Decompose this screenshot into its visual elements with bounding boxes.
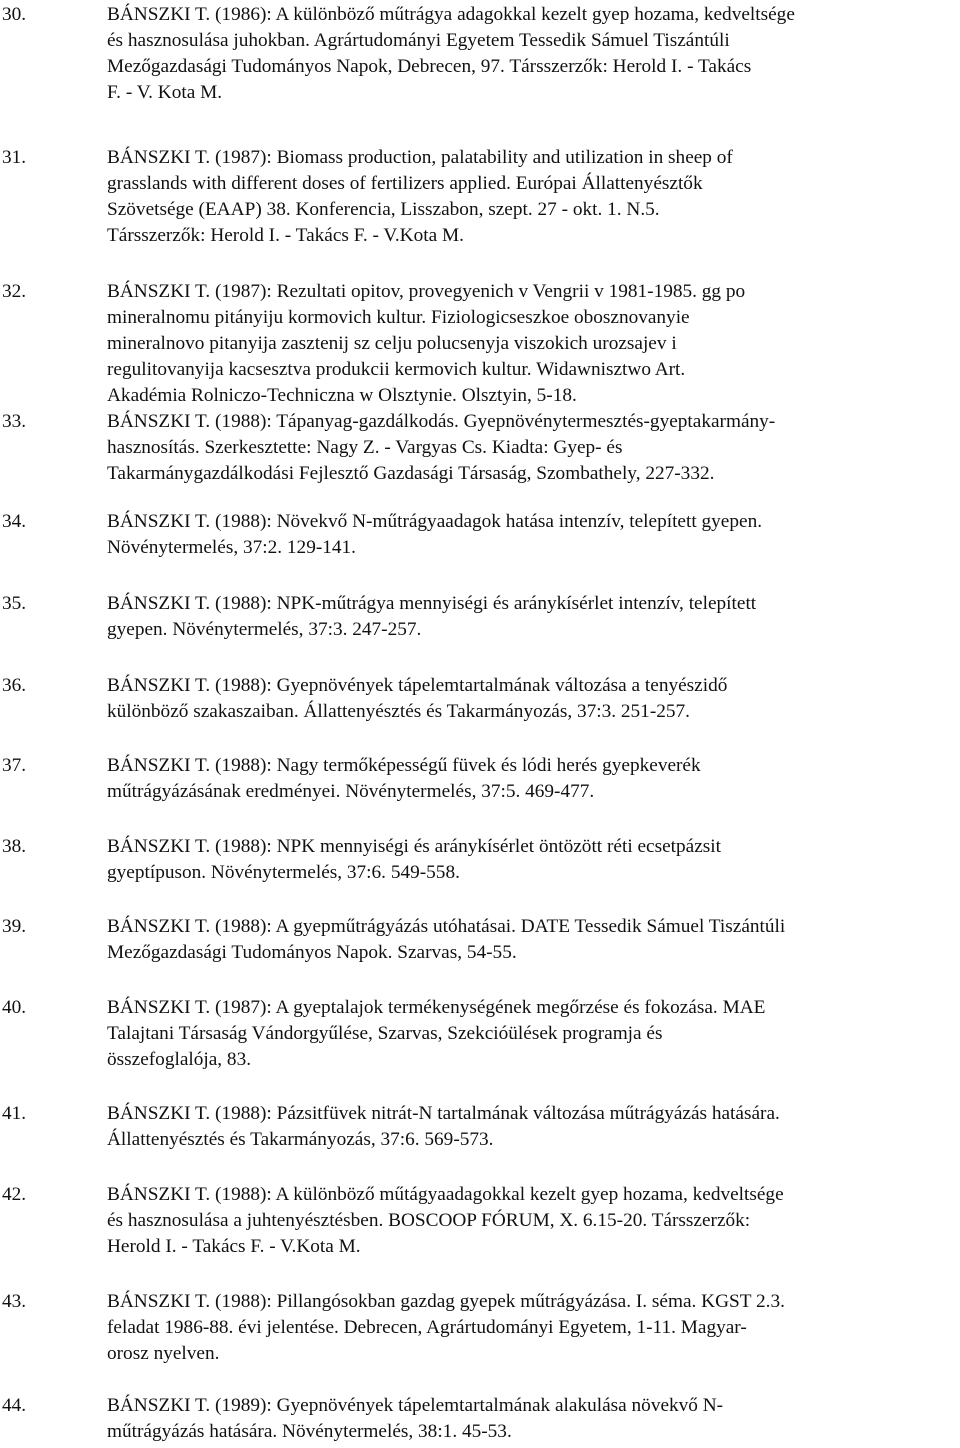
reference-text-line: BÁNSZKI T. (1988): Pillangósokban gazdag gyepek műtrágyázása. I. séma. KGST 2.3. — [107, 1291, 785, 1312]
reference-item-43 — [0, 1289, 950, 1367]
reference-number: 31. — [2, 147, 27, 168]
reference-text-line: BÁNSZKI T. (1988): Tápanyag-gazdálkodás. Gyepnövénytermesztés-gyeptakarmány- — [107, 411, 776, 432]
reference-text-line: BÁNSZKI T. (1987): A gyeptalajok termékenységének megőrzése és fokozása. MAE — [107, 997, 766, 1018]
reference-number: 33. — [2, 411, 27, 432]
reference-text-line: BÁNSZKI T. (1988): A különböző műtágyaadagokkal kezelt gyep hozama, kedveltsége — [107, 1184, 784, 1205]
reference-text-line: hasznosítás. Szerkesztette: Nagy Z. - Vargyas Cs. Kiadta: Gyep- és — [107, 437, 623, 458]
reference-text-line: műtrágyázásának eredményei. Növénytermelés, 37:5. 469-477. — [107, 781, 595, 802]
reference-text-line: mineralnovo pitanyija zasztenij sz celju polucsenyja viszokich urozsajev i — [107, 333, 677, 354]
reference-text-line: gyeptípuson. Növénytermelés, 37:6. 549-558. — [107, 862, 460, 883]
reference-item-41 — [0, 1101, 950, 1153]
reference-text-line: összefoglalója, 83. — [107, 1049, 252, 1070]
reference-text-line: Növénytermelés, 37:2. 129-141. — [107, 537, 356, 558]
reference-number: 34. — [2, 511, 27, 532]
reference-number: 37. — [2, 755, 27, 776]
reference-number: 39. — [2, 916, 27, 937]
reference-text-line: Szövetsége (EAAP) 38. Konferencia, Lisszabon, szept. 27 - okt. 1. N.5. — [107, 199, 660, 220]
reference-text-line: Mezőgazdasági Tudományos Napok. Szarvas, 54-55. — [107, 942, 517, 963]
reference-text-line: Takarmánygazdálkodási Fejlesztő Gazdasági Társaság, Szombathely, 227-332. — [107, 463, 715, 484]
reference-number: 44. — [2, 1395, 27, 1416]
reference-number: 35. — [2, 593, 27, 614]
reference-text-line: BÁNSZKI T. (1989): Gyepnövények tápelemtartalmának alakulása növekvő N- — [107, 1395, 724, 1416]
reference-text-line: feladat 1986-88. évi jelentése. Debrecen, Agrártudományi Egyetem, 1-11. Magyar- — [107, 1317, 747, 1338]
reference-text-line: különböző szakaszaiban. Állattenyésztés és Takarmányozás, 37:3. 251-257. — [107, 701, 690, 722]
reference-text-line: gyepen. Növénytermelés, 37:3. 247-257. — [107, 619, 422, 640]
reference-item-31 — [0, 145, 950, 249]
reference-text-line: Akadémia Rolniczo-Techniczna w Olsztynie. Olsztyin, 5-18. — [107, 385, 577, 406]
reference-item-35 — [0, 591, 950, 643]
reference-item-39 — [0, 914, 950, 966]
reference-item-33 — [0, 409, 950, 487]
reference-item-34 — [0, 509, 950, 561]
reference-text-line: BÁNSZKI T. (1988): Nagy termőképességű füvek és lódi herés gyepkeverék — [107, 755, 701, 776]
reference-text-line: grasslands with different doses of fertilizers applied. Európai Állattenyésztők — [107, 173, 703, 194]
reference-text-line: BÁNSZKI T. (1988): A gyepműtrágyázás utóhatásai. DATE Tessedik Sámuel Tiszántúli — [107, 916, 786, 937]
reference-text-line: és hasznosulása a juhtenyésztésben. BOSCOOP FÓRUM, X. 6.15-20. Társszerzők: — [107, 1210, 751, 1231]
reference-text-line: regulitovanyija kacsesztva produkcii kermovich kultur. Widawnisztwo Art. — [107, 359, 686, 380]
reference-text-line: és hasznosulása juhokban. Agrártudományi Egyetem Tessedik Sámuel Tiszántúli — [107, 30, 730, 51]
reference-text-line: BÁNSZKI T. (1987): Biomass production, palatability and utilization in sheep of — [107, 147, 733, 168]
reference-text-line: BÁNSZKI T. (1987): Rezultati opitov, provegyenich v Vengrii v 1981-1985. gg po — [107, 281, 746, 302]
reference-text-line: Társszerzők: Herold I. - Takács F. - V.Kota M. — [107, 225, 464, 246]
reference-item-30 — [0, 2, 950, 106]
reference-text-line: F. - V. Kota M. — [107, 82, 223, 103]
reference-text-line: mineralnomu pitányiju kormovich kultur. Fiziologicseszkoe obosznovanyie — [107, 307, 690, 328]
reference-number: 36. — [2, 675, 27, 696]
reference-item-37 — [0, 753, 950, 805]
reference-number: 41. — [2, 1103, 27, 1124]
reference-item-42 — [0, 1182, 950, 1260]
reference-text-line: BÁNSZKI T. (1988): Gyepnövények tápelemtartalmának változása a tenyészidő — [107, 675, 728, 696]
reference-text-line: BÁNSZKI T. (1988): NPK-műtrágya mennyiségi és aránykísérlet intenzív, telepített — [107, 593, 757, 614]
reference-item-36 — [0, 673, 950, 725]
reference-item-38 — [0, 834, 950, 886]
reference-item-40 — [0, 995, 950, 1073]
reference-text-line: Állattenyésztés és Takarmányozás, 37:6. 569-573. — [107, 1129, 494, 1150]
reference-number: 30. — [2, 4, 27, 25]
reference-text-line: Talajtani Társaság Vándorgyűlése, Szarvas, Szekcióülések programja és — [107, 1023, 663, 1044]
reference-number: 42. — [2, 1184, 27, 1205]
reference-text-line: műtrágyázás hatására. Növénytermelés, 38:1. 45-53. — [107, 1421, 512, 1442]
reference-text-line: Mezőgazdasági Tudományos Napok, Debrecen, 97. Társszerzők: Herold I. - Takács — [107, 56, 752, 77]
reference-text-line: BÁNSZKI T. (1988): Növekvő N-műtrágyaadagok hatása intenzív, telepített gyepen. — [107, 511, 763, 532]
reference-item-44 — [0, 1393, 950, 1445]
reference-number: 38. — [2, 836, 27, 857]
reference-number: 40. — [2, 997, 27, 1018]
reference-text-line: Herold I. - Takács F. - V.Kota M. — [107, 1236, 361, 1257]
reference-number: 32. — [2, 281, 27, 302]
reference-text-line: BÁNSZKI T. (1988): NPK mennyiségi és aránykísérlet öntözött réti ecsetpázsit — [107, 836, 722, 857]
reference-text-line: orosz nyelven. — [107, 1343, 220, 1364]
reference-item-32 — [0, 279, 950, 409]
reference-text-line: BÁNSZKI T. (1986): A különböző műtrágya adagokkal kezelt gyep hozama, kedveltsége — [107, 4, 795, 25]
reference-number: 43. — [2, 1291, 27, 1312]
reference-text-line: BÁNSZKI T. (1988): Pázsitfüvek nitrát-N tartalmának változása műtrágyázás hatására. — [107, 1103, 780, 1124]
